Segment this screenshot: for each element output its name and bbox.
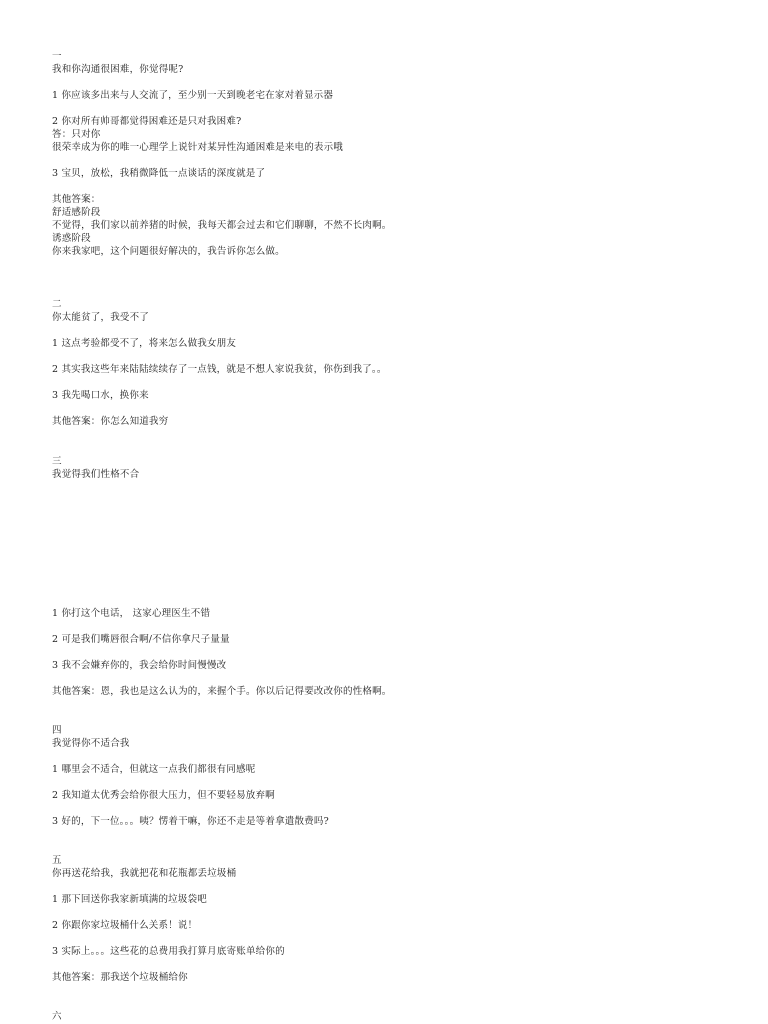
- stage-text: 你来我家吧，这个问题很好解决的，我告诉你怎么做。: [52, 246, 285, 257]
- answer-1: 1 你应该多出来与人交流了，至少别一天到晚老宅在家对着显示器: [52, 90, 334, 101]
- stage-label: 舒适感阶段: [52, 207, 101, 218]
- section-question: 我和你沟通很困难，你觉得呢?: [52, 64, 184, 75]
- section-number: 四: [52, 725, 62, 736]
- answer-1: 1 哪里会不适合，但就这一点我们都很有同感呢: [52, 764, 256, 775]
- section-question: 我觉得你不适合我: [52, 738, 130, 749]
- stage-label: 诱惑阶段: [52, 233, 91, 244]
- section-number: 二: [52, 299, 62, 310]
- other-answers-label: 其他答案：: [52, 194, 101, 205]
- answer-2: 2 其实我这些年来陆陆续续存了一点钱，就是不想人家说我贫，你伤到我了。。: [52, 364, 387, 375]
- answer-3: 3 好的，下一位。。。咦？愣着干嘛，你还不走是等着拿遣散费吗?: [52, 816, 329, 827]
- section-2: [52, 298, 387, 428]
- answer-2-reply-2: 很荣幸成为你的唯一心理学上说针对某异性沟通困难是来电的表示哦: [52, 142, 344, 153]
- section-4: [52, 724, 329, 828]
- answer-2: 2 可是我们嘴唇很合啊/不信你拿尺子量量: [52, 634, 230, 645]
- answer-2-reply: 答：只对你: [52, 129, 101, 140]
- answer-1: 1 你打这个电话， 这家心理医生不错: [52, 608, 211, 619]
- answer-3: 3 宝贝，放松，我稍微降低一点谈话的深度就是了: [52, 168, 266, 179]
- answer-3: 3 我不会嫌弃你的，我会给你时间慢慢改: [52, 660, 227, 671]
- answer-3: 3 我先喝口水，换你来: [52, 390, 149, 401]
- other-answer: 其他答案：你怎么知道我穷: [52, 416, 169, 427]
- section-1: [52, 50, 392, 258]
- answer-2: 2 你对所有帅哥都觉得困难还是只对我困难?: [52, 116, 242, 127]
- section-3-answers: [52, 607, 392, 698]
- section-number: 一: [52, 51, 62, 62]
- section-number: 六: [52, 1011, 62, 1022]
- other-answer: 其他答案：那我送个垃圾桶给你: [52, 972, 188, 983]
- answer-2: 2 你跟你家垃圾桶什么关系！说！: [52, 920, 198, 931]
- section-number: 五: [52, 855, 62, 866]
- section-question: 你再送花给我，我就把花和花瓶都丢垃圾桶: [52, 868, 237, 879]
- answer-2: 2 我知道太优秀会给你很大压力，但不要轻易放弃啊: [52, 790, 275, 801]
- section-question: 我觉得我们性格不合: [52, 469, 140, 480]
- section-3: [52, 455, 139, 481]
- section-number: 三: [52, 456, 62, 467]
- stage-text: 不觉得，我们家以前养猪的时候，我每天都会过去和它们聊聊，不然不长肉啊。: [52, 220, 392, 231]
- section-6: [52, 1010, 62, 1023]
- section-question: 你太能贫了，我受不了: [52, 312, 150, 323]
- other-answer: 其他答案：恩，我也是这么认为的，来握个手。你以后记得要改改你的性格啊。: [52, 686, 392, 697]
- answer-1: 1 那下回送你我家新填满的垃圾袋吧: [52, 894, 207, 905]
- answer-3: 3 实际上。。。这些花的总费用我打算月底寄账单给你的: [52, 946, 285, 957]
- answer-1: 1 这点考验都受不了，将来怎么做我女朋友: [52, 338, 237, 349]
- section-5: [52, 854, 285, 984]
